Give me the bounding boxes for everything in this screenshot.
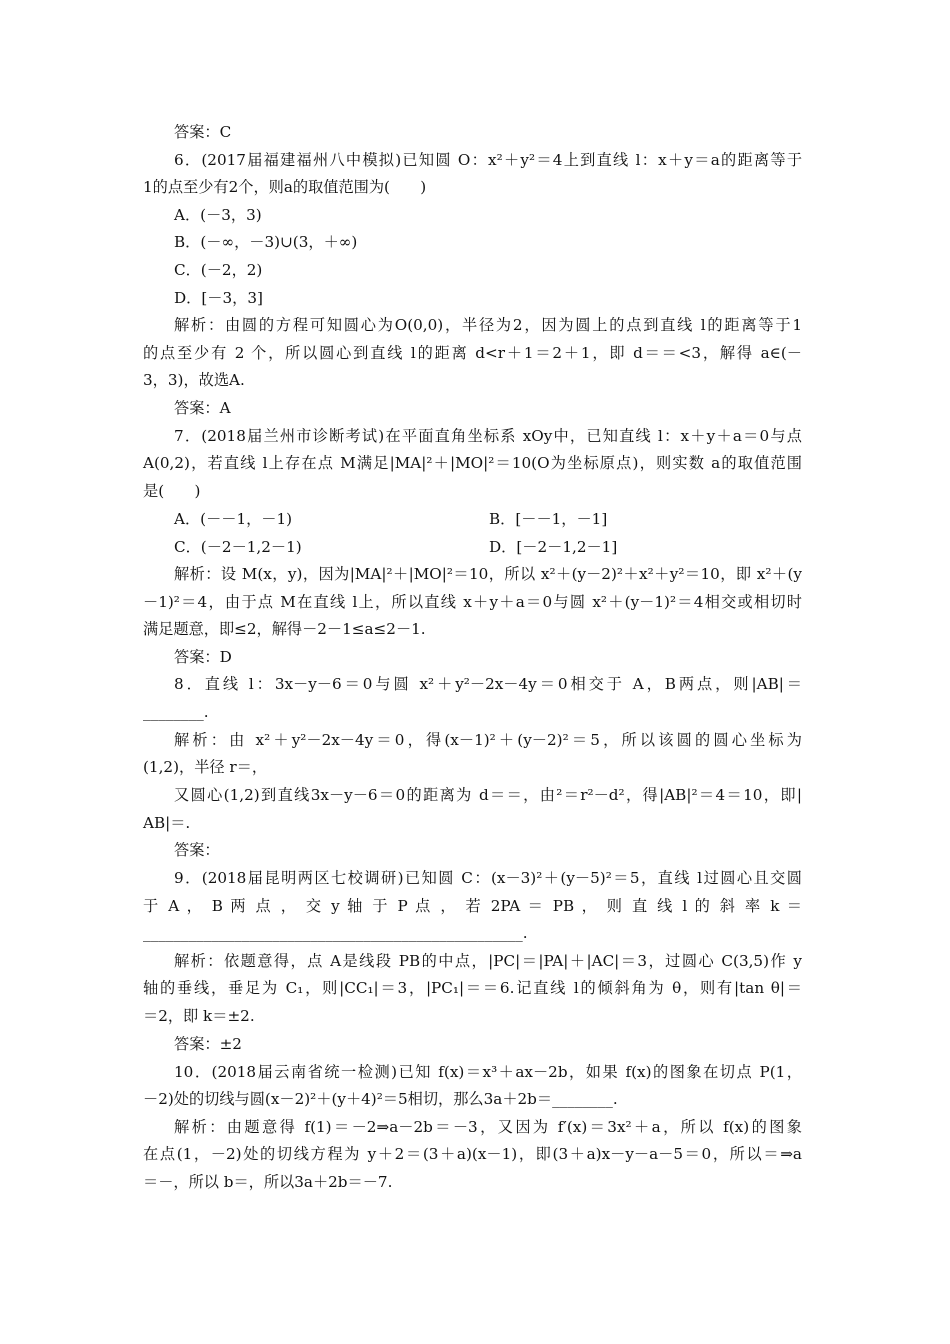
solution-10-line-2: 在点(1，－2)处的切线方程为 y＋2＝(3＋a)(x－1)，即(3＋a)x－y－a－5＝0，所以＝⇒a bbox=[143, 1145, 802, 1163]
answer-line: 答案：C bbox=[174, 123, 232, 141]
solution-8-line-3: 又圆心(1,2)到直线3x－y－6＝0的距离为 d＝＝，由²＝r²－d²，得|AB|²＝4＝10，即| bbox=[174, 786, 802, 804]
solution-9-line-3: ＝2，即 k＝±2. bbox=[143, 1007, 255, 1025]
question-6-line-2: 1的点至少有2个，则a的取值范围为( ) bbox=[143, 178, 427, 196]
answer-line: 答案：A bbox=[174, 399, 231, 417]
question-8-line-1: 8．直线 l：3x－y－6＝0与圆 x²＋y²－2x－4y＝0相交于 A，B两点，则|AB|＝ bbox=[174, 675, 802, 693]
question-9-line-3: __________________________________________________. bbox=[143, 924, 528, 942]
option-d: D．[－3，3] bbox=[174, 289, 263, 307]
solution-6-line-3: 3，3)，故选A. bbox=[143, 371, 245, 389]
solution-10-line-3: ＝－，所以 b＝，所以3a＋2b＝－7. bbox=[143, 1173, 393, 1191]
solution-10-line-1: 解析：由题意得 f(1)＝－2⇒a－2b＝－3，又因为 f′(x)＝3x²＋a，所以 f(x)的图象 bbox=[174, 1118, 802, 1136]
solution-6-line-2: 的点至少有 2 个，所以圆心到直线 l的距离 d<r＋1＝2＋1，即 d＝＝<3，解得 a∈(－ bbox=[143, 344, 802, 362]
option-c: C．(－2，2) bbox=[174, 261, 263, 279]
option-b: B．(－∞，－3)∪(3，＋∞) bbox=[174, 233, 358, 251]
option-a: A．(－3，3) bbox=[174, 206, 262, 224]
question-10-line-2: －2)处的切线与圆(x－2)²＋(y＋4)²＝5相切，那么3a＋2b＝________. bbox=[143, 1090, 618, 1108]
solution-8-line-4: AB|＝. bbox=[143, 814, 191, 832]
question-9-line-2: 于 A ， B 两 点 ， 交 y 轴 于 P 点 ， 若 2PA ＝ PB ， 则 直 线 l 的 斜 率 k ＝ bbox=[143, 897, 802, 915]
solution-8-line-2: (1,2)，半径 r＝， bbox=[143, 758, 268, 776]
question-10-line-1: 10．(2018届云南省统一检测)已知 f(x)＝x³＋ax－2b，如果 f(x)的图象在切点 P(1， bbox=[174, 1063, 802, 1081]
answer-line: 答案： bbox=[174, 841, 220, 859]
answer-line: 答案：D bbox=[174, 648, 232, 666]
option-b: B．[－－1，－1] bbox=[489, 510, 608, 528]
solution-9-line-1: 解析：依题意得，点 A是线段 PB的中点，|PC|＝|PA|＋|AC|＝3，过圆心 C(3,5)作 y bbox=[174, 952, 802, 970]
question-7-line-2: A(0,2)，若直线 l上存在点 M满足|MA|²＋|MO|²＝10(O为坐标原点)，则实数 a的取值范围 bbox=[143, 454, 802, 472]
option-d: D．[－2－1,2－1] bbox=[489, 538, 618, 556]
question-7-line-3: 是( ) bbox=[143, 482, 201, 500]
solution-9-line-2: 轴的垂线，垂足为 C₁，则|CC₁|＝3，|PC₁|＝＝6.记直线 l的倾斜角为 θ，则有|tan θ|＝ bbox=[143, 979, 802, 997]
question-6-line-1: 6．(2017届福建福州八中模拟)已知圆 O：x²＋y²＝4上到直线 l：x＋y＝a的距离等于 bbox=[174, 151, 803, 169]
solution-7-line-1: 解析：设 M(x，y)，因为|MA|²＋|MO|²＝10，所以 x²＋(y－2)²＋x²＋y²＝10，即 x²＋(y bbox=[174, 565, 802, 583]
option-a: A．(－－1，－1) bbox=[174, 510, 293, 528]
answer-line: 答案：±2 bbox=[174, 1035, 242, 1053]
solution-7-line-3: 满足题意，即≤2，解得－2－1≤a≤2－1. bbox=[143, 620, 426, 638]
question-9-line-1: 9．(2018届昆明两区七校调研)已知圆 C：(x－3)²＋(y－5)²＝5，直线 l过圆心且交圆 bbox=[174, 869, 802, 887]
solution-7-line-2: －1)²＝4，由于点 M在直线 l上，所以直线 x＋y＋a＝0与圆 x²＋(y－1)²＝4相交或相切时 bbox=[143, 593, 802, 611]
question-7-line-1: 7．(2018届兰州市诊断考试)在平面直角坐标系 xOy中，已知直线 l：x＋y＋a＝0与点 bbox=[174, 427, 802, 445]
solution-8-line-1: 解析：由 x²＋y²－2x－4y＝0，得(x－1)²＋(y－2)²＝5，所以该圆的圆心坐标为 bbox=[174, 731, 802, 749]
question-8-line-2: ________. bbox=[143, 703, 209, 721]
solution-6-line-1: 解析：由圆的方程可知圆心为O(0,0)，半径为2，因为圆上的点到直线 l的距离等于1 bbox=[174, 316, 802, 334]
option-c: C．(－2－1,2－1) bbox=[174, 538, 302, 556]
